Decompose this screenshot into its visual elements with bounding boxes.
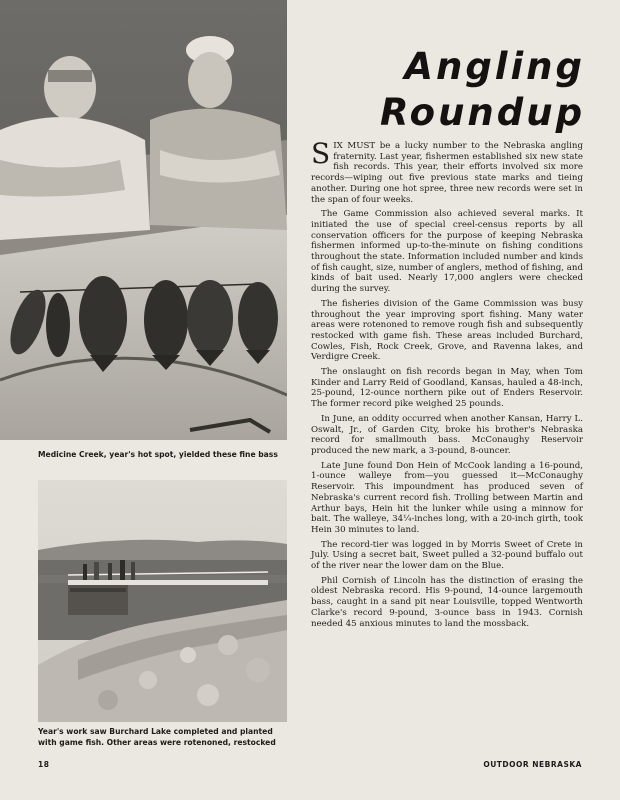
article-title [380, 44, 585, 136]
paragraph-6: Late June found Don Hein of McCook landing a 16-pound, 1-ounce walleye from—you guessed it—McConaughy Reservoir. This impoundment has produced seven of Nebraska's current record fish. Trolling between Martin and Arthur bays, Hein hit the lunker while using a minnow for bait. The walleye, 34¼-inches long, with a 20-inch girth, took Hein 30 minutes to land. [311, 460, 583, 535]
magazine-name: OUTDOOR NEBRASKA [483, 760, 582, 769]
paragraph-3: The fisheries division of the Game Commission was busy throughout the year improving sport fishing. Many water areas were rotenoned to remove rough fish and subsequently restocked with game fish. These areas included Burchard, Cowles, Fish, Rock Creek, Grove, and Ravenna lakes, and Verdigre Creek. [311, 298, 583, 363]
photo-anglers-with-bass [0, 0, 287, 440]
drop-cap: S [311, 137, 331, 170]
article-body [311, 137, 583, 761]
paragraph-1 [311, 137, 583, 205]
paragraph-5: In June, an oddity occurred when another Kansan, Harry L. Oswalt, Jr., of Garden City, broke his brother's Nebraska record for smallmouth bass. McConaughy Reservoir produced the new mark, a 3-pound, 8-ouncer. [311, 413, 583, 456]
caption-bottom-photo: Year's work saw Burchard Lake completed and planted with game fish. Other areas were rotenoned, restocked [38, 727, 276, 747]
title-line-1: Angling [404, 45, 585, 88]
caption-top-photo: Medicine Creek, year's hot spot, yielded these fine bass [38, 450, 278, 459]
title-line-2: Roundup [380, 91, 586, 134]
paragraph-4: The onslaught on fish records began in May, when Tom Kinder and Larry Reid of Goodland, Kansas, hauled a 48-inch, 25-pound, 12-ounce northern pike out of Enders Reservoir. The former record pike weighed 25 pounds. [311, 367, 583, 410]
page-number: 18 [38, 760, 50, 769]
paragraph-7: The record-tier was logged in by Morris Sweet of Crete in July. Using a secret bait, Sweet pulled a 32-pound buffalo out of the river near the lower dam on the Blue. [311, 539, 583, 572]
paragraph-2: The Game Commission also achieved several marks. It initiated the use of special creel-census reports by all conservation officers for the purpose of keeping Nebraska fishermen informed up-to-the-minute on fishing conditions throughout the state. Information included number and kinds of fish caught, size, number of anglers, method of fishing, and kinds of bait used. Nearly 17,000 anglers were checked during the survey. [311, 209, 583, 295]
photo-burchard-lake-pier [38, 480, 287, 722]
paragraph-1-text: IX MUST be a lucky number to the Nebraska angling fraternity. Last year, fishermen established six new state fish records. This year, their efforts involved six more records—wiping out five previous state marks and tieing another. During one hot spree, three new records were set in the span of four weeks. [311, 141, 583, 205]
paragraph-8: Phil Cornish of Lincoln has the distinction of erasing the oldest Nebraska record. His 9-pound, 14-ounce largemouth bass, caught in a sand pit near Louisville, topped Wentworth Clarke's record 9-pound, 3-ounce bass in 1943. Cornish needed 45 anxious minutes to land the mossback. [311, 575, 583, 629]
